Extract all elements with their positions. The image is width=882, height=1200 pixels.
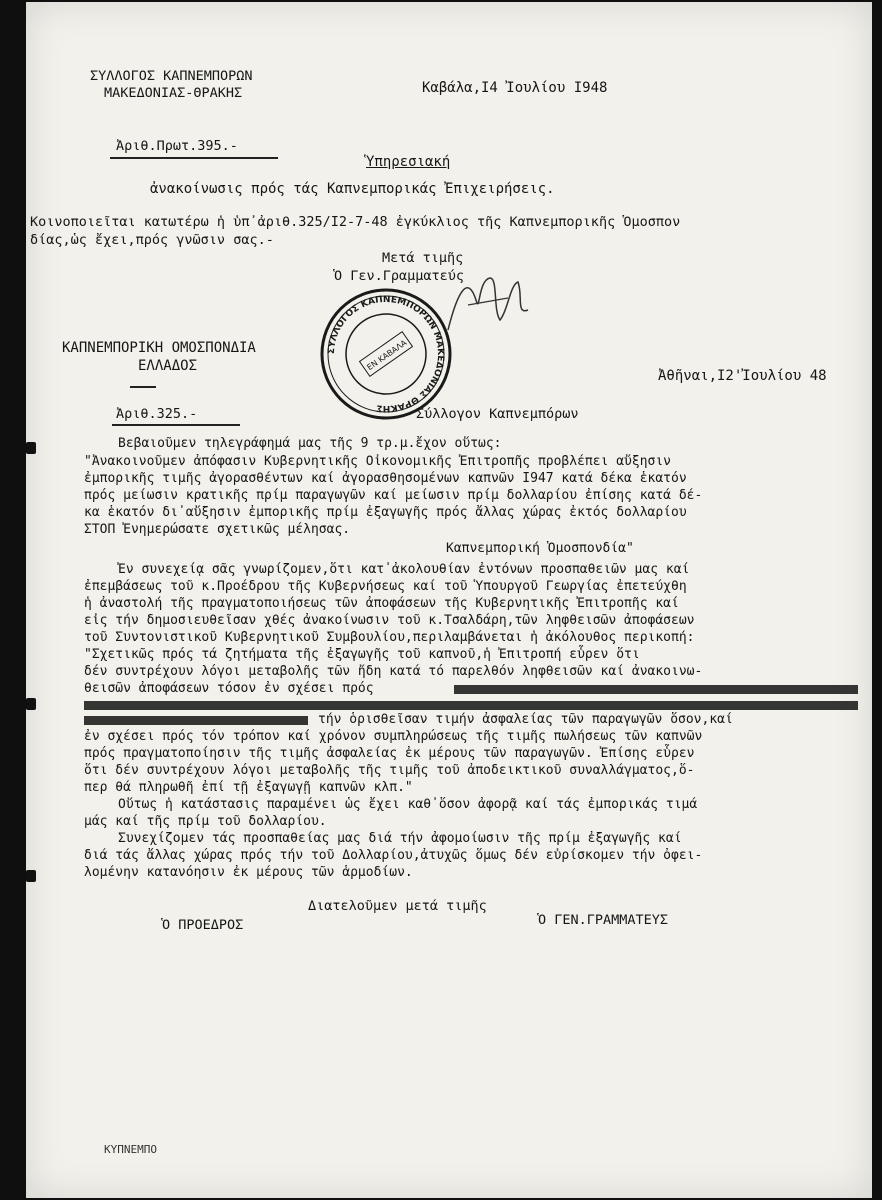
body-line: πρός μείωσιν κρατικῆς πρίμ παραγωγῶν καί μείωσιν πρίμ δολλαρίου ἐπίσης κατά δέ- xyxy=(84,488,703,503)
punch-hole xyxy=(26,870,36,882)
intro-line: Κοινοποιεῖται κατωτέρω ἡ ὑπ᾽ἀριθ.325/I2-7-48 ἐγκύκλιος τῆς Καπνεμπορικῆς Ὁμοσπον xyxy=(30,214,681,230)
body-line: ὅτι δέν συντρέχουν λόγοι μεταβολῆς τῆς τιμῆς τοῦ ἀποδεικτικοῦ συναλλάγματος,ὅ- xyxy=(84,763,695,778)
redaction-strike xyxy=(454,685,858,694)
body-line: "Ἀνακοινοῦμεν ἀπόφασιν Κυβερνητικῆς Οἰκονομικῆς Ἐπιτροπῆς προβλέπει αὔξησιν xyxy=(84,454,671,469)
stamp-ring-text: ΣΥΛΛΟΓΟΣ ΚΑΠΝΕΜΠΟΡΩΝ ΜΑΚΕΔΟΝΙΑΣ ΘΡΑΚΗΣ xyxy=(326,294,446,414)
secretary-title: Ὁ ΓΕΝ.ΓΡΑΜΜΑΤΕΥΣ xyxy=(538,912,669,928)
body-line: πρός πραγματοποίησιν τῆς τιμῆς ἀσφαλείας ἐκ μέρους τῶν παραγωγῶν. Ἐπίσης εὗρεν xyxy=(84,746,695,761)
addressee: Σύλλογον Καπνεμπόρων xyxy=(416,406,579,422)
body-line: ἐν σχέσει πρός τόν τρόπον καί χρόνον συμπληρώσεως τῆς τιμῆς πωλήσεως τῶν καπνῶν xyxy=(84,729,703,744)
official-stamp xyxy=(318,286,454,422)
stamp-center-text: ΕΝ ΚΑΒΑΛΑ xyxy=(365,338,409,373)
org-name-line1: ΣΥΛΛΟΓΟΣ ΚΑΠΝΕΜΠΟΡΩΝ xyxy=(90,68,253,84)
federation-underline xyxy=(130,386,156,388)
body-line: δέν συντρέχουν λόγοι μεταβολῆς τῶν ἤδη κατά τό παρελθόν ληφθεισῶν καί ἀνακοινω- xyxy=(84,664,703,679)
body-line: Συνεχίζομεν τάς προσπαθείας μας διά τήν ἀφομοίωσιν τῆς πρίμ ἐξαγωγῆς καί xyxy=(118,831,682,846)
org-name-line2: ΜΑΚΕΔΟΝΙΑΣ-ΘΡΑΚΗΣ xyxy=(104,85,243,101)
intro-line: δίας,ὡς ἔχει,πρός γνῶσιν σας.- xyxy=(30,232,274,248)
president-title: Ὁ ΠΡΟΕΔΡΟΣ xyxy=(162,917,244,933)
redaction-strike xyxy=(84,701,858,710)
body-line: Καπνεμπορική Ὁμοσπονδία" xyxy=(446,541,634,556)
place-date: Καβάλα,I4 Ἰουλίου I948 xyxy=(422,80,608,96)
body-line: θεισῶν ἀποφάσεων τόσον ἐν σχέσει πρός xyxy=(84,681,374,696)
body-line: Οὕτως ἡ κατάστασις παραμένει ὡς ἔχει καθ᾽ὅσον ἀφορᾷ καί τάς ἐμπορικάς τιμά xyxy=(118,797,698,812)
body-line: περ θά πληρωθῆ ἐπί τῇ ἐξαγωγῇ καπνῶν κλπ." xyxy=(84,780,413,795)
protocol-underline xyxy=(110,157,278,159)
service-label: Ὑπηρεσιακή xyxy=(366,154,451,170)
subject-line: ἀνακοίνωσις πρός τάς Καπνεμπορικάς Ἐπιχειρήσεις. xyxy=(150,181,555,197)
body-line: διά τάς ἄλλας χώρας πρός τήν τοῦ Δολλαρίου,ἀτυχῶς ὅμως δέν εὑρίσκομεν τήν ὀφει- xyxy=(84,848,703,863)
body-line: μάς καί τῆς πρίμ τοῦ δολλαρίου. xyxy=(84,814,327,829)
footer-mark: ΚΥΠΝΕΜΠΟ xyxy=(104,1143,157,1156)
closing-regards: Μετά τιμῆς xyxy=(382,250,464,266)
body-line: ἐμπορικῆς τιμῆς ἀγορασθέντων καί ἀγορασθησομένων καπνῶν I947 κατά δέκα ἑκατόν xyxy=(84,471,687,486)
body-line: "Σχετικῶς πρός τά ζητήματα τῆς ἐξαγωγῆς τοῦ καπνοῦ,ἡ Ἐπιτροπή εὗρεν ὅτι xyxy=(84,647,640,662)
body-line: τοῦ Συντονιστικοῦ Κυβερνητικοῦ Συμβουλίου,περιλαμβάνεται ἡ ἀκόλουθος περικοπή: xyxy=(84,630,695,645)
federation-name-line1: ΚΑΠΝΕΜΠΟΡΙΚΗ ΟΜΟΣΠΟΝΔΙΑ xyxy=(62,340,256,356)
federation-name-line2: ΕΛΛΑΔΟΣ xyxy=(138,358,198,374)
document-page xyxy=(26,2,872,1198)
body-line: ἐπεμβάσεως τοῦ κ.Προέδρου τῆς Κυβερνήσεως καί τοῦ Ὑπουργοῦ Γεωργίας ἐπετεύχθη xyxy=(84,579,687,594)
body-line: Ἐν συνεχείᾳ σᾶς γνωρίζομεν,ὅτι κατ᾽ἀκολουθίαν ἐντόνων προσπαθειῶν μας καί xyxy=(118,562,690,577)
body-line: κα ἑκατόν δι᾽αὔξησιν ἐμπορικῆς πρίμ ἐξαγωγῆς πρός ἄλλας χώρας ἐκτός δολλαρίου xyxy=(84,505,687,520)
body-line: Βεβαιοῦμεν τηλεγράφημά μας τῆς 9 τρ.μ.ἔχον οὕτως: xyxy=(118,436,502,451)
body-line: ΣΤΟΠ Ἐνημερώσατε σχετικῶς μέλησας. xyxy=(84,522,351,537)
signer-title: Ὁ Γεν.Γραμματεύς xyxy=(334,268,465,284)
protocol-number: Ἀριθ.Πρωτ.395.- xyxy=(116,138,238,154)
federation-number-underline xyxy=(112,424,240,426)
body-line: τήν ὁρισθεῖσαν τιμήν ἀσφαλείας τῶν παραγωγῶν ὅσον,καί xyxy=(318,712,733,727)
closing-regards-2: Διατελοῦμεν μετά τιμῆς xyxy=(308,898,487,914)
punch-hole xyxy=(26,698,36,710)
federation-place-date: Ἀθῆναι,I2'Ἰουλίου 48 xyxy=(658,368,827,384)
punch-hole xyxy=(26,442,36,454)
redaction-strike xyxy=(84,716,308,725)
federation-number: Ἀριθ.325.- xyxy=(116,406,198,422)
body-line: εἰς τήν δημοσιευθεῖσαν χθές ἀνακοίνωσιν τοῦ κ.Τσαλδάρη,τῶν ληφθεισῶν ἀποφάσεων xyxy=(84,613,695,628)
body-line: ἡ ἀναστολή τῆς πραγματοποιήσεως τῶν ἀποφάσεων τῆς Κυβερνητικῆς Ἐπιτροπῆς καί xyxy=(84,596,679,611)
body-line: λομένην κατανόησιν ἐκ μέρους τῶν ἁρμοδίων. xyxy=(84,865,413,880)
